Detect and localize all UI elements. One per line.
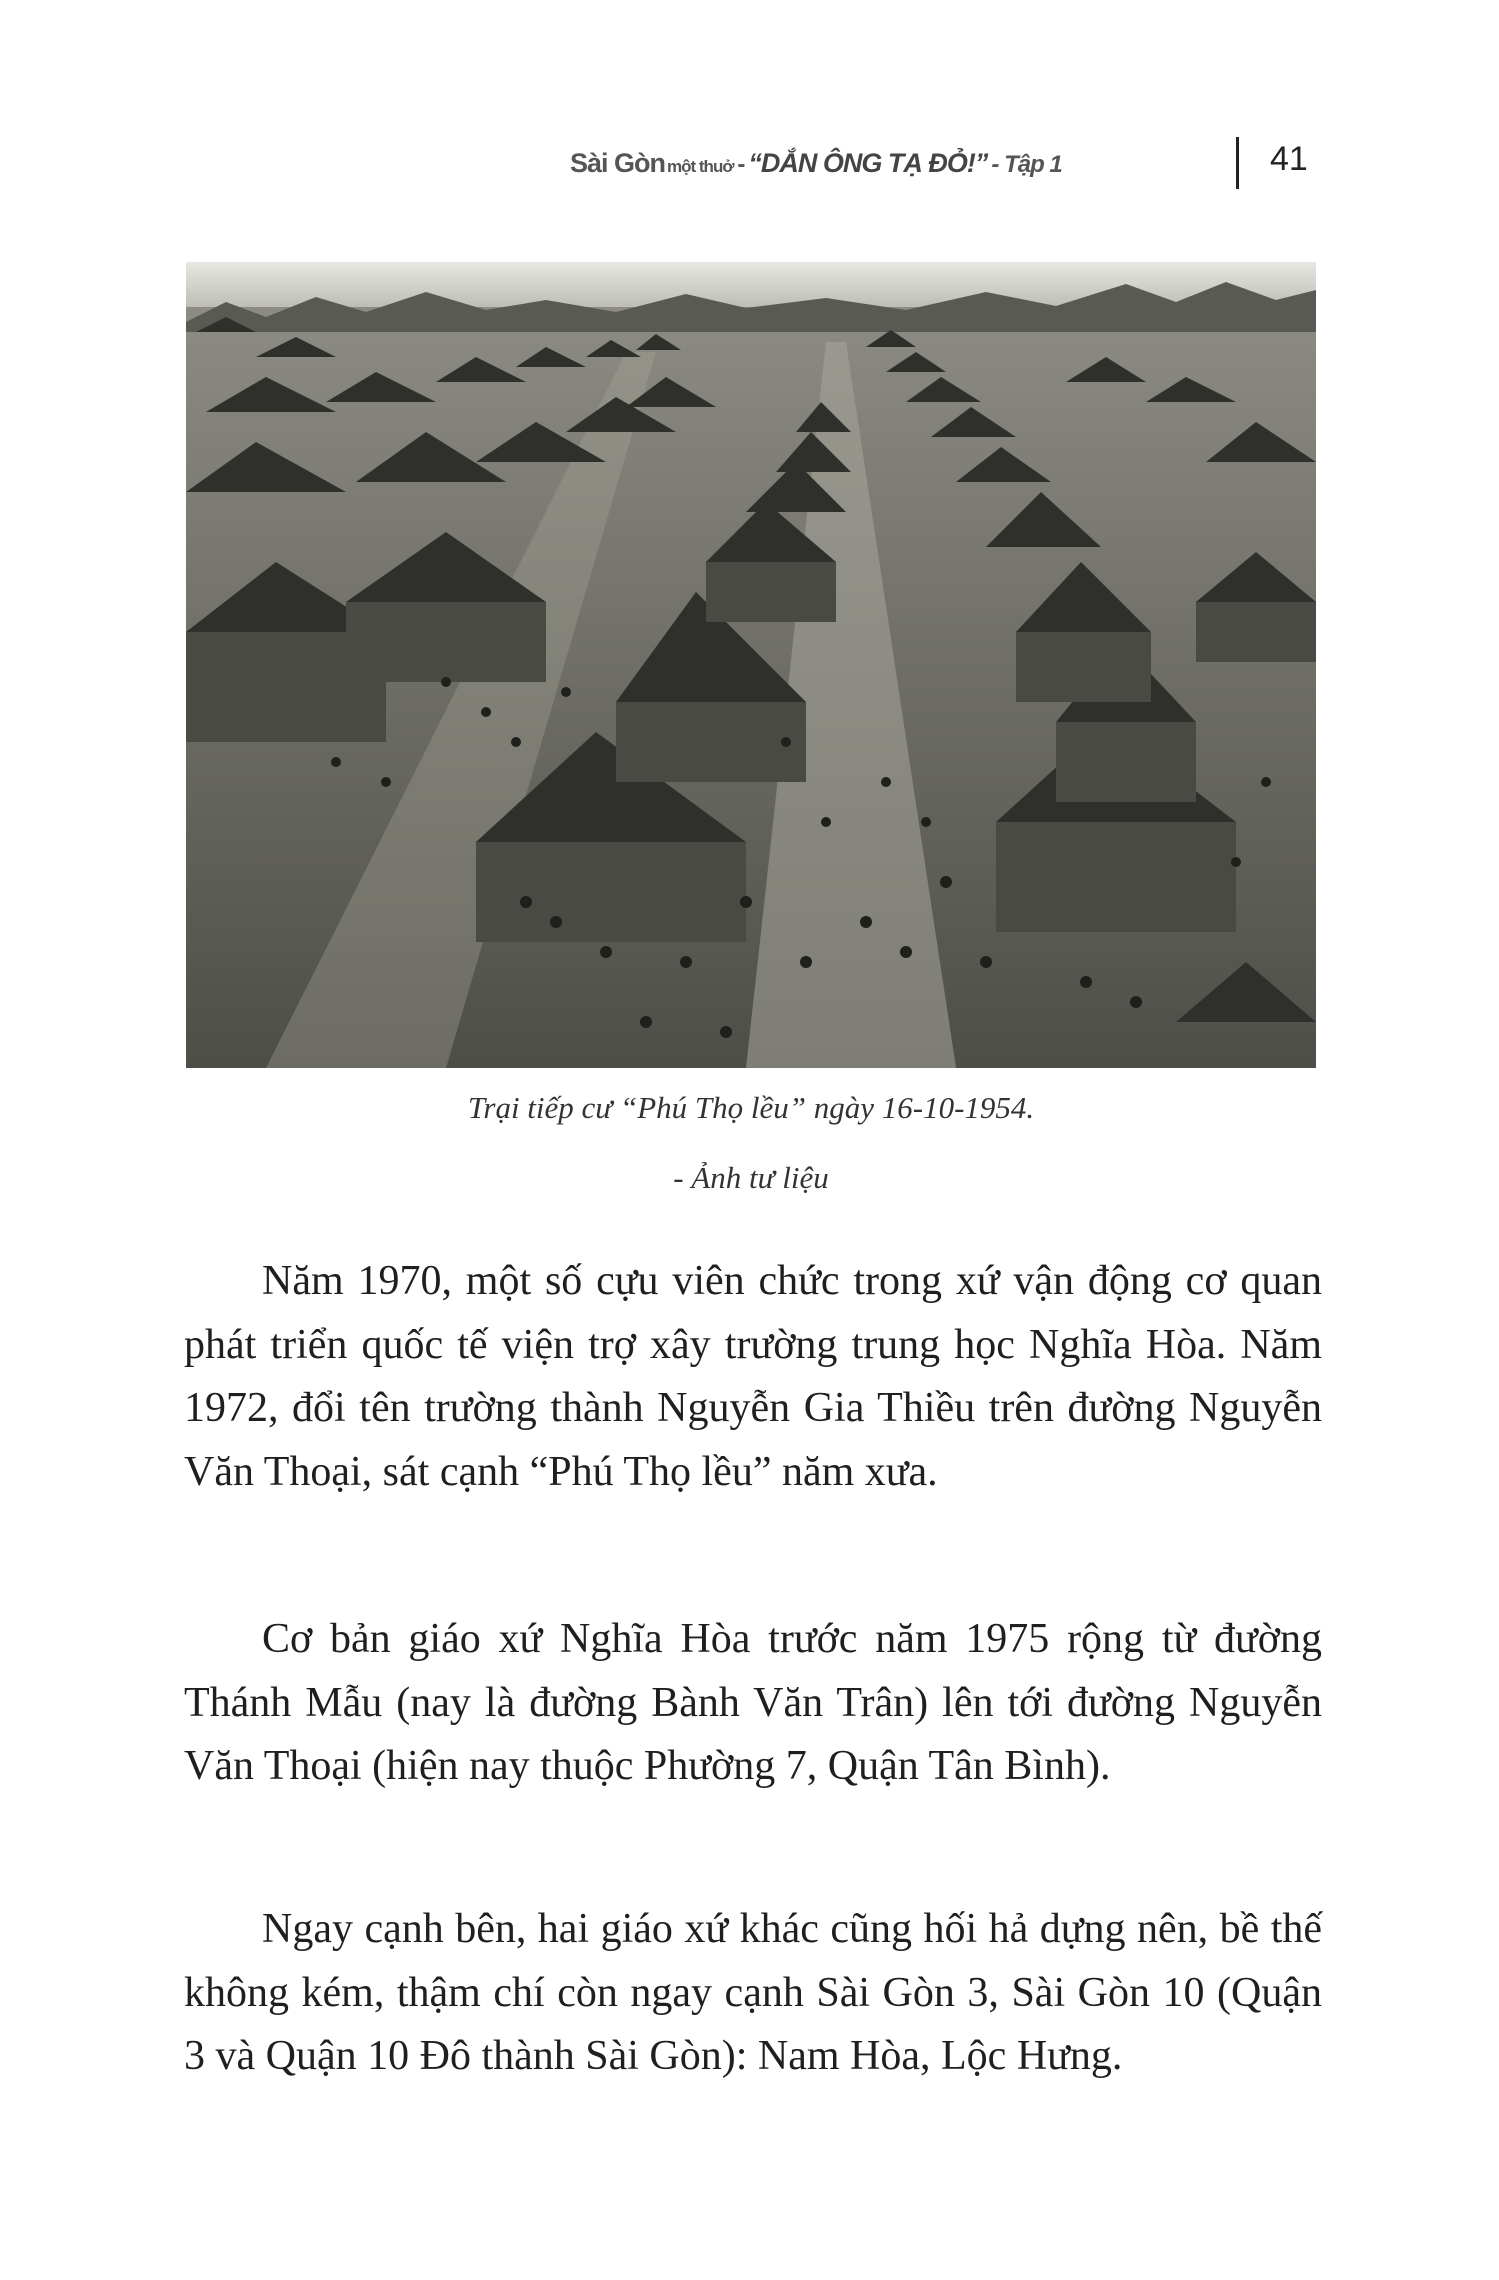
header-divider [1236, 137, 1239, 189]
volume-label: - Tập 1 [991, 151, 1062, 178]
photo-illustration [186, 262, 1316, 1068]
series-name: Sài Gòn [570, 148, 666, 178]
figure-caption: Trại tiếp cư “Phú Thọ lều” ngày 16-10-1954. [467, 1090, 1035, 1125]
paragraph-text: Năm 1970, một số cựu viên chức trong xứ vận động cơ quan phát triển quốc tế viện trợ xây trường trung học Nghĩa Hòa. Năm 1972, đổi tên trường thành Nguyễn Gia Thiều trên đường Nguyễn Văn Thoại, sát cạnh “Phú Thọ lều” năm xưa. [184, 1258, 1322, 1495]
paragraph-text: Ngay cạnh bên, hai giáo xứ khác cũng hối hả dựng nên, bề thế không kém, thậm chí còn ngay cạnh Sài Gòn 3, Sài Gòn 10 (Quận 3 và Quận 10 Đô thành Sài Gòn): Nam Hòa, Lộc Hưng. [184, 1906, 1322, 2079]
running-header-text [570, 148, 1062, 179]
body-paragraph-2 [184, 1608, 1322, 1799]
paragraph-text: Cơ bản giáo xứ Nghĩa Hòa trước năm 1975 rộng từ đường Thánh Mẫu (nay là đường Bành Văn Trân) lên tới đường Nguyễn Văn Thoại (hiện nay thuộc Phường 7, Quận Tân Bình). [184, 1616, 1322, 1789]
figure-credit: - Ảnh tư liệu [673, 1160, 829, 1195]
series-subtitle: một thuở [667, 157, 734, 176]
body-paragraph-1 [184, 1250, 1322, 1504]
photo-tent-camp [186, 262, 1316, 1068]
body-paragraph-3 [184, 1898, 1322, 2089]
running-header [570, 136, 1130, 186]
book-title: “DẮN ÔNG TẠ ĐỎ!” [748, 148, 988, 178]
page-number: 41 [1270, 140, 1308, 178]
header-dash: - [737, 151, 745, 178]
